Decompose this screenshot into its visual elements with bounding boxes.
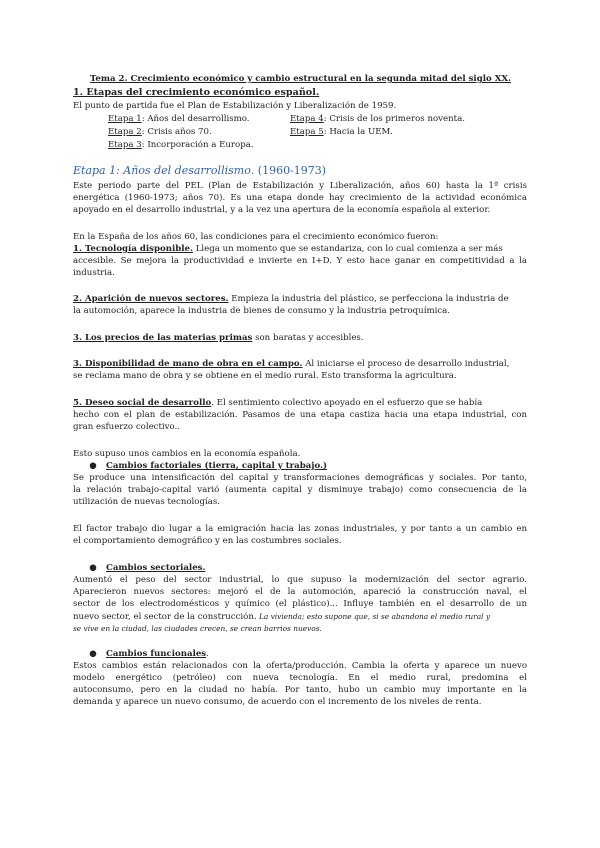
stage-item: Etapa 4: Crisis de los primeros noventa.: [290, 114, 465, 124]
bullet-icon: ●: [89, 461, 97, 471]
section-intro: El punto de partida fue el Plan de Estabilización y Liberalización de 1959.: [73, 101, 397, 111]
paragraph-line: la automoción, aparece la industria de bienes de consumo y la industria petroquímica.: [73, 306, 451, 316]
paragraph-line: se vive en la ciudad, las ciudades crecen, se crean barrios nuevos.: [73, 624, 322, 633]
paragraph-line: Aparecieron nuevos sectores: mejoró el de la automoción, apareció la construcción naval, el: [73, 587, 527, 597]
paragraph-line: autoconsumo, pero en la ciudad no había. Por tanto, hubo un cambio muy importante en la: [73, 685, 527, 695]
stage-item: Etapa 5: Hacia la UEM.: [290, 127, 393, 137]
paragraph-line: se reclama mano de obra y se obtiene en el medio rural. Esto transforma la agricultura.: [73, 371, 457, 381]
stage-item: Etapa 1: Años del desarrollismo.: [108, 114, 250, 124]
paragraph-line: Este periodo parte del PEL (Plan de Estabilización y Liberalización, años 60) hasta la 1ª crisis: [73, 181, 527, 191]
conditions-intro: En la España de los años 60, las condiciones para el crecimiento económico fueron:: [73, 232, 439, 242]
paragraph-line: la relación trabajo-capital varió (aumenta capital y disminuye trabajo) como consecuencia de la: [73, 485, 527, 495]
changes-intro: Esto supuso unos cambios en la economía española.: [73, 449, 301, 459]
condition-4: 3. Disponibilidad de mano de obra en el campo. Al iniciarse el proceso de desarrollo industrial,: [73, 359, 510, 369]
bullet-item: ● Cambios sectoriales.: [80, 563, 534, 574]
bullet-item: ● Cambios funcionales.: [80, 649, 534, 660]
document-title: Tema 2. Crecimiento económico y cambio estructural en la segunda mitad del siglo XX.: [90, 74, 512, 84]
stage-title: Etapa 1: Años del desarrollismo. (1960-1973): [73, 164, 327, 177]
bullet-icon: ●: [89, 563, 97, 573]
bullet-icon: ●: [89, 649, 97, 659]
condition-1: 1. Tecnología disponible. Llega un momento que se estandariza, con lo cual comienza a ser más: [73, 244, 503, 254]
paragraph-line: Aumentó el peso del sector industrial, lo que supuso la modernización del sector agrario.: [73, 575, 527, 585]
paragraph-line: el comportamiento demográfico y en las costumbres sociales.: [73, 536, 342, 546]
stage-link[interactable]: Etapa 2: [108, 127, 142, 137]
paragraph-line: hecho con el plan de estabilización. Pasamos de una etapa castiza hacia una etapa industrial, con: [73, 410, 527, 420]
stage-item: Etapa 3: Incorporación a Europa.: [108, 140, 254, 150]
stage-link[interactable]: Etapa 4: [290, 114, 324, 124]
paragraph-line: gran esfuerzo colectivo..: [73, 422, 181, 432]
paragraph-line: sector de los electrodomésticos y químico (el plástico)... Influye también en el desarrollo de un: [73, 599, 527, 609]
paragraph-line: Se produce una intensificación del capital y transformaciones demográficas y sociales. Por tanto,: [73, 473, 527, 483]
section-heading: 1. Etapas del crecimiento económico español.: [73, 87, 320, 98]
condition-5: 5. Deseo social de desarrollo. El sentimiento colectivo apoyado en el esfuerzo que se había: [73, 398, 483, 408]
condition-3: 3. Los precios de las materias primas son baratas y accesibles.: [73, 333, 364, 343]
condition-2: 2. Aparición de nuevos sectores. Empieza la industria del plástico, se perfecciona la industria de: [73, 294, 509, 304]
paragraph-line: demanda y aparece un nuevo consumo, de acuerdo con el incremento de los niveles de renta.: [73, 697, 482, 707]
paragraph-line: industria.: [73, 268, 115, 278]
stage-item: Etapa 2: Crisis años 70.: [108, 127, 212, 137]
paragraph-line: nuevo sector, el sector de la construcción. La vivienda; esto supone que, si se abandona el medio rural y: [73, 612, 491, 622]
stage-link[interactable]: Etapa 5: [290, 127, 324, 137]
stage-link[interactable]: Etapa 3: [108, 140, 142, 150]
paragraph-line: El factor trabajo dio lugar a la emigración hacia las zonas industriales, y por tanto a un cambio en: [73, 524, 527, 534]
paragraph-line: modelo energético (petróleo) con nueva tecnología. En el medio rural, predomina el: [73, 673, 527, 683]
paragraph-line: Estos cambios están relacionados con la oferta/producción. Cambia la oferta y aparece un nuevo: [73, 661, 527, 671]
paragraph-line: apoyado en el desarrollo industrial, y a la vez una apertura de la economía española al exterior.: [73, 205, 491, 215]
paragraph-line: utilización de nuevas tecnologías.: [73, 497, 220, 507]
stage-link[interactable]: Etapa 1: [108, 114, 142, 124]
paragraph-line: energética (1960-1973; años 70). Es una etapa donde hay crecimiento de la actividad económica: [73, 193, 527, 203]
bullet-item: ● Cambios factoriales (tierra, capital y trabajo.): [80, 461, 534, 472]
paragraph-line: accesible. Se mejora la productividad e invierte en I+D. Y esto hace ganar en competitividad a la: [73, 256, 527, 266]
